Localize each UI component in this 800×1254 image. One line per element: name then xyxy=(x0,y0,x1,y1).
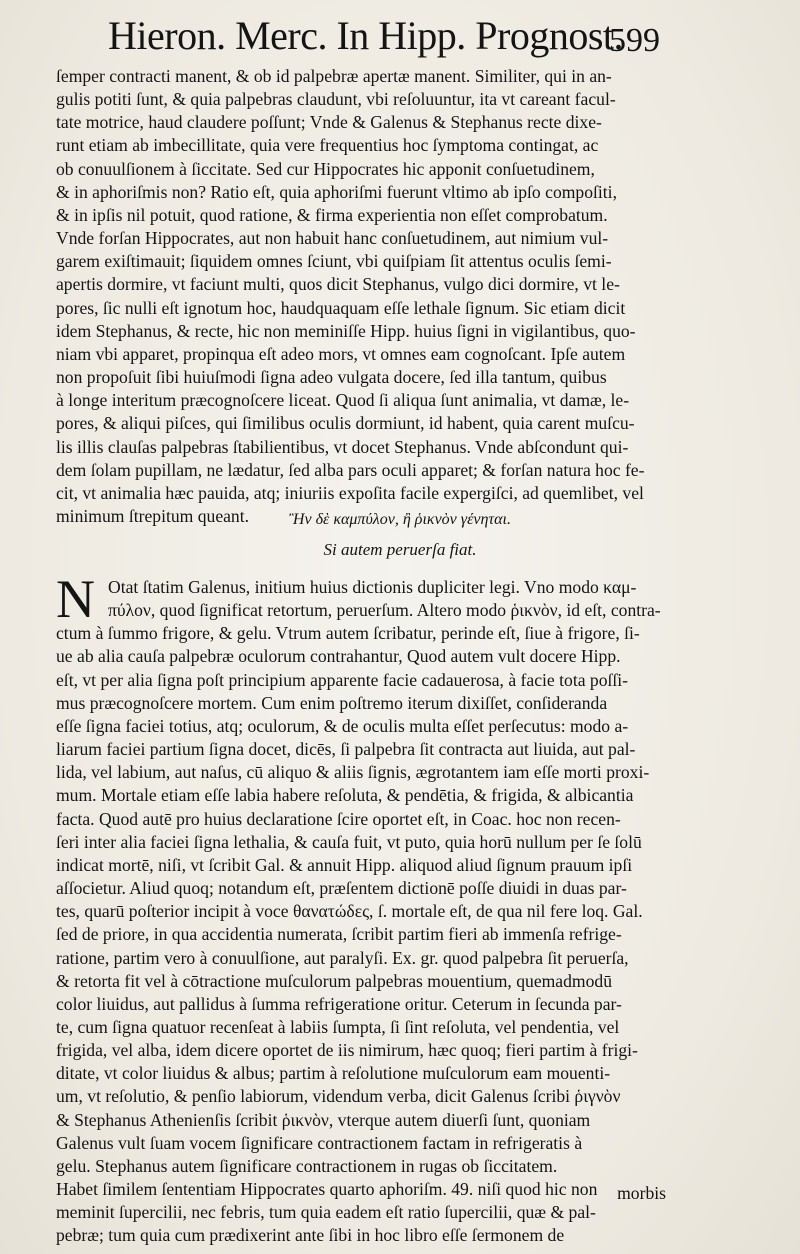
body-text-commentary xyxy=(56,569,668,1248)
text-line: mum. Mortale etiam eſſe labia habere reſoluta, & pendētia, & frigida, & albicantia xyxy=(56,785,634,806)
text-line: & Stephanus Athenienſis ſcribit ῥικνὸν, vterque autem diuerſi ſunt, quoniam xyxy=(56,1109,591,1130)
text-line: ſed de priore, in qua accidentia numerata, ſcribit partim fieri ab immenſa refrige- xyxy=(56,924,622,945)
text-line: facta. Quod autē pro huius declaratione ſcire oportet eſt, in Coac. hoc non recen- xyxy=(56,808,621,829)
text-line: niam vbi apparet, propinqua eſt adeo mors, vt omnes eam cognoſcant. Ipſe autem xyxy=(56,343,626,364)
text-line: lida, vel labium, aut naſus, cū aliquo & aliis ſignis, ægrotantem iam eſſe morti proxi- xyxy=(56,762,650,783)
text-line: eſt, vt per alia ſigna poſt principium apparente facie cadauerosa, à facie tota poſſi- xyxy=(56,669,629,690)
text-line: ue ab alia cauſa palpebræ oculorum contrahantur, Quod autem vult docere Hipp. xyxy=(56,646,621,667)
text-line: ctum à ſummo frigore, & gelu. Vtrum autem ſcribatur, perinde eſt, ſiue à frigore, ſi- xyxy=(56,623,640,644)
text-line: garem exiſtimauit; ſiquidem omnes ſciunt, vbi quiſpiam ſit attentus oculis ſemi- xyxy=(56,251,612,272)
text-line: & in ipſis nil potuit, quod ratione, & firma experientia non eſſet comprobatum. xyxy=(56,204,608,225)
text-line: runt etiam ab imbecillitate, quia vere frequentius hoc ſymptoma contingat, ac xyxy=(56,135,599,156)
text-line: eſſe ſigna faciei totius, atq; oculorum, & de oculis multa eſſet perſecutus: modo a- xyxy=(56,715,629,736)
text-line: tate motrice, haud claudere poſſunt; Vnde & Galenus & Stephanus recte dixe- xyxy=(56,112,602,133)
text-line: Habet ſimilem ſententiam Hippocrates quarto aphoriſm. 49. niſi quod hic non xyxy=(56,1179,598,1200)
text-line: à longe interitum præcognoſcere liceat. Quod ſi aliqua ſunt animalia, vt damæ, le- xyxy=(56,390,630,411)
text-line: ditate, vt color liuidus & albus; partim à reſolutione muſculorum eam mouenti- xyxy=(56,1063,611,1084)
text-line: πύλον, quod ſignificat retortum, peruerſum. Altero modo ῥικνὸν, id eſt, contra- xyxy=(108,600,661,621)
text-line: & retorta fit vel à cōtractione muſculorum palpebras mouentium, quemadmodū xyxy=(56,970,612,991)
text-line: non propoſuit ſibi huiuſmodi ſigna adeo vulgata docere, ſed illa tantum, quibus xyxy=(56,367,607,388)
latin-lemma-heading: Si autem peruerſa fiat. xyxy=(323,540,477,559)
page-number: 599 xyxy=(609,22,660,59)
text-line: minimum ſtrepitum queant. xyxy=(56,505,250,526)
text-line: apertis dormire, vt faciunt multi, quos dicit Stephanus, vulgo dici dormire, vt le- xyxy=(56,274,620,295)
text-line: aſſocietur. Aliud quoq; notandum eſt, præſentem dictionē poſſe diuidi in duas par- xyxy=(56,878,627,899)
text-line: ſemper contracti manent, & ob id palpebræ apertæ manent. Similiter, qui in an- xyxy=(56,66,612,86)
page-header xyxy=(0,12,800,72)
greek-lemma-heading: Ἢν δὲ καμπύλον, ἢ ῥικνὸν γένηται. xyxy=(289,511,511,528)
text-line: frigida, vel alba, idem dicere oportet de iis nimirum, hæc quoq; fieri partim à frigi- xyxy=(56,1040,638,1061)
text-line: liarum faciei partium ſigna docet, dicēs, ſi palpebra ſit contracta aut liuida, aut pal- xyxy=(56,739,636,760)
text-line: pores, & aliqui piſces, qui ſimilibus oculis dormiunt, id habent, quia carent muſcu- xyxy=(56,413,635,434)
text-line: gelu. Stephanus autem ſignificare contractionem in rugas ob ſiccitatem. xyxy=(56,1155,558,1176)
drop-capital: N xyxy=(56,569,95,629)
text-line: te, cum ſigna quatuor recenſeat à labiis ſumpta, ſi ſint reſoluta, vel pendentia, vel xyxy=(56,1016,620,1037)
text-line: indicat mortē, niſi, vt ſcribit Gal. & annuit Hipp. aliquod aliud ſignum prauum ipſi xyxy=(56,854,633,875)
text-line: Otat ſtatim Galenus, initium huius dictionis dupliciter legi. Vno modo καμ- xyxy=(108,577,637,597)
running-head: Hieron. Merc. In Hipp. Prognost. xyxy=(108,13,624,58)
text-line: ſeri inter alia faciei ſigna lethalia, & cauſa fuit, vt puto, quia horū nullum per ſe ſolū xyxy=(56,831,642,852)
text-line: ratione, partim vero à conuulſione, aut paralyſi. Ex. gr. quod palpebra ſit peruerſa, xyxy=(56,947,629,968)
text-line: ob conuulſionem à ſiccitate. Sed cur Hippocrates hic apponit conſuetudinem, xyxy=(56,158,595,179)
text-line: lis illis clauſas palpebras ſtabilientibus, vt docet Stephanus. Vnde abſcondunt qui- xyxy=(56,436,629,457)
text-line: idem Stephanus, & recte, hic non meminiſſe Hipp. huius ſigni in vigilantibus, quo- xyxy=(56,320,636,341)
text-line: & in aphoriſmis non? Ratio eſt, quia aphoriſmi fuerunt vltimo ab ipſo compoſiti, xyxy=(56,181,617,202)
text-line: Galenus vult ſuam vocem ſignificare contractionem factam in refrigeratis à xyxy=(56,1132,583,1153)
catchword: morbis xyxy=(617,1183,666,1203)
text-line: um, vt reſolutio, & penſio labiorum, videndum verba, dicit Galenus ſcribi ῥιγνὸν xyxy=(56,1086,621,1107)
text-line: gulis potiti ſunt, & quia palpebras claudunt, vbi reſoluuntur, ita vt careant facul- xyxy=(56,89,616,110)
text-line: pebræ; tum quia cum prædixerint ante ſibi in hoc libro eſſe ſermonem de xyxy=(56,1225,565,1246)
body-text-top xyxy=(56,65,668,528)
text-line: cit, vt animalia hæc pauida, atq; iniuriis expoſita facile expergiſci, ad quemlibet, vel xyxy=(56,482,644,503)
text-line: Vnde forſan Hippocrates, aut non habuit hanc conſuetudinem, aut nimium vul- xyxy=(56,228,609,249)
text-line: tes, quarū poſterior incipit à voce θανατώδες, ſ. mortale eſt, de qua nil fere loq. Gal. xyxy=(56,901,643,922)
text-line: color liuidus, aut pallidus à ſumma refrigeratione oritur. Ceterum in ſecunda par- xyxy=(56,993,622,1014)
text-line: pores, ſic nulli eſt ignotum hoc, haudquaquam eſſe lethale ſignum. Sic etiam dicit xyxy=(56,297,626,318)
text-line: mus præcognoſcere mortem. Cum enim poſtremo iterum dixiſſet, conſideranda xyxy=(56,692,608,713)
text-line: dem ſolam pupillam, ne lædatur, ſed alba pars oculi apparet; & forſan natura hoc fe- xyxy=(56,459,645,480)
text-line: meminit ſupercilii, nec febris, tum quia eadem eſt ratio ſupercilii, quæ & pal- xyxy=(56,1202,596,1223)
